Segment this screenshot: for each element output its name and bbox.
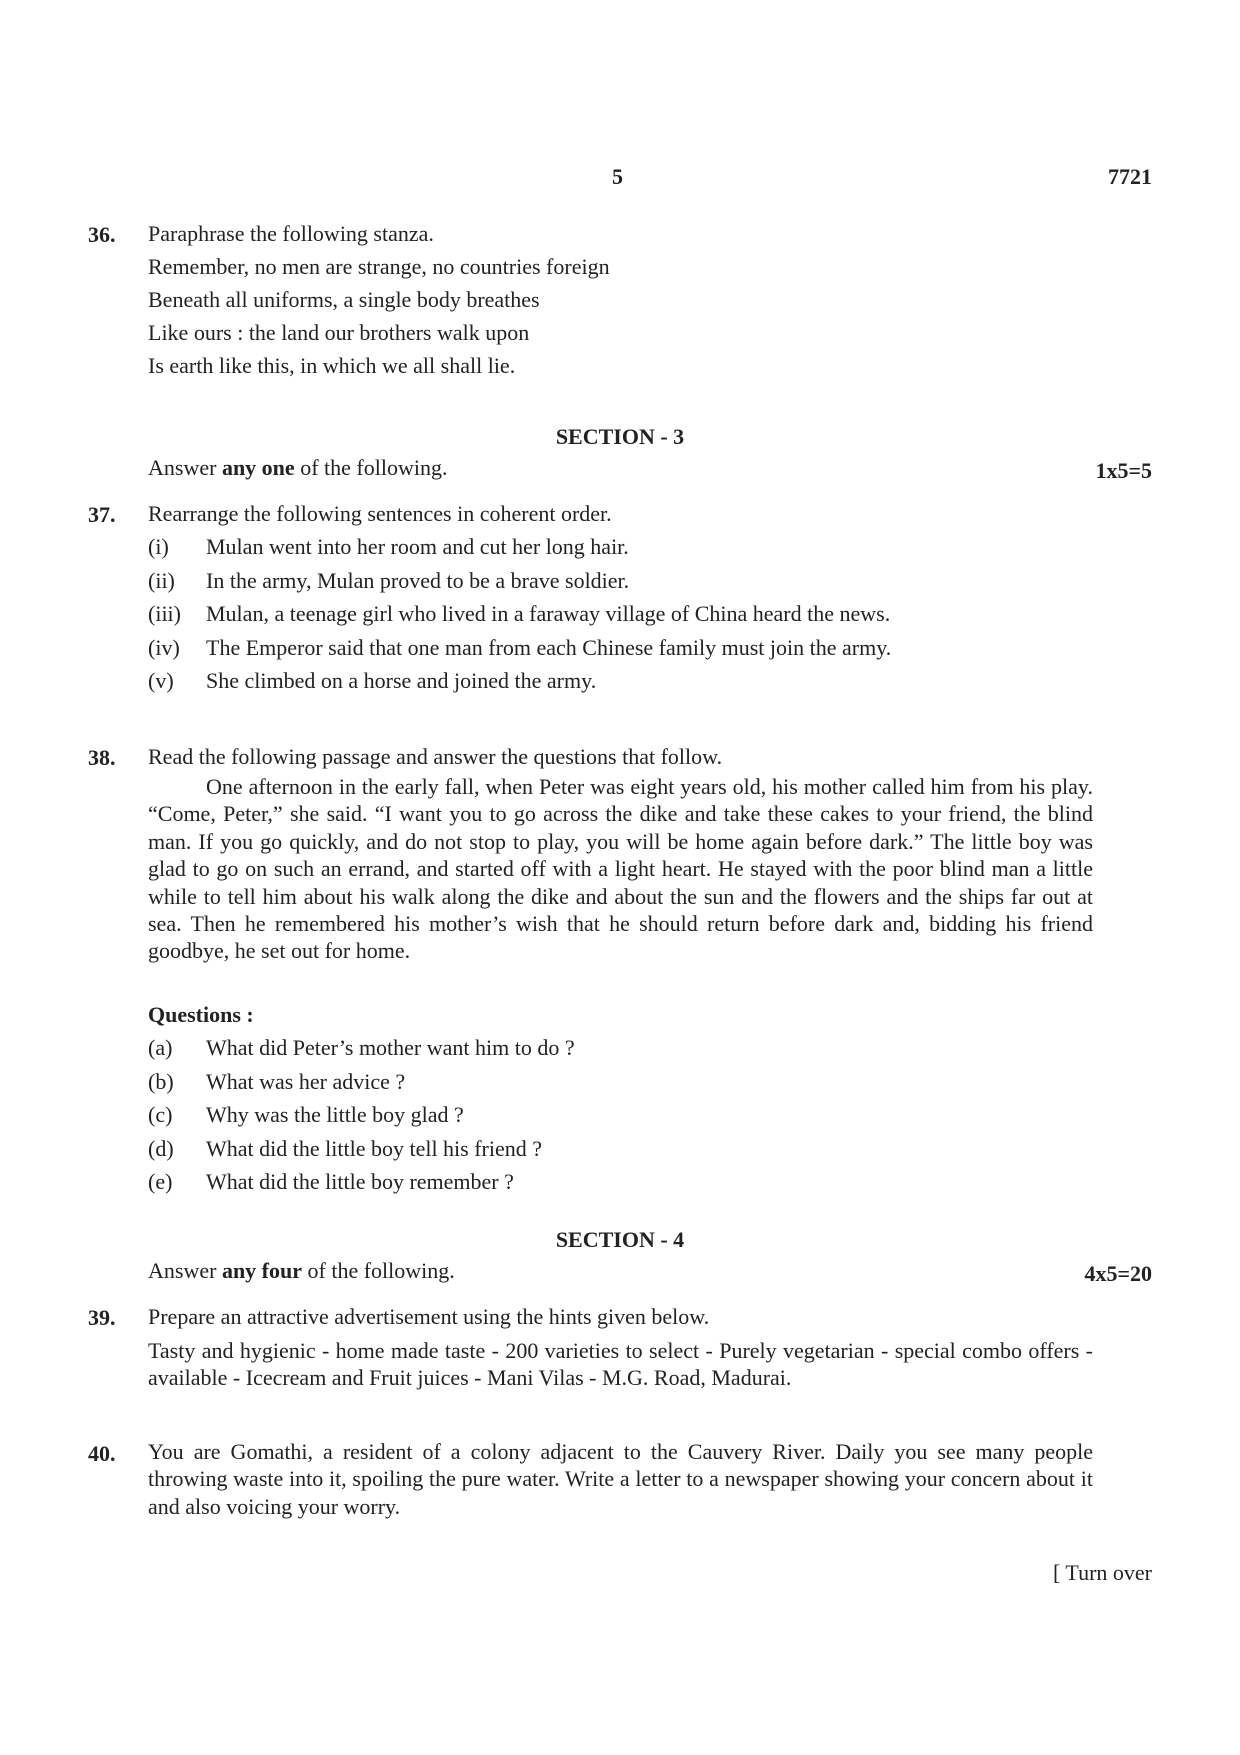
question-39-hints xyxy=(148,1337,1093,1392)
list-item xyxy=(148,1098,575,1132)
question-38-number: 38. xyxy=(88,745,116,770)
list-item xyxy=(148,1031,575,1065)
list-item xyxy=(148,664,891,698)
item-label: (c) xyxy=(148,1102,173,1127)
item-label: (b) xyxy=(148,1068,174,1094)
list-item xyxy=(148,1165,575,1199)
item-text: What did the little boy tell his friend ? xyxy=(206,1135,543,1161)
list-item xyxy=(148,1132,575,1166)
section-4-marks: 4x5=20 xyxy=(1084,1261,1152,1286)
item-text: What did the little boy remember ? xyxy=(206,1169,514,1194)
instruction-text: of the following. xyxy=(302,1258,455,1283)
instruction-text: Answer xyxy=(148,455,222,480)
question-37-number: 37. xyxy=(88,502,116,527)
question-39-prompt: Prepare an attractive advertisement using the hints given below. xyxy=(148,1304,710,1329)
instruction-emphasis: any one xyxy=(221,455,295,480)
stanza-line: Is earth like this, in which we all shall lie. xyxy=(148,353,516,378)
list-item xyxy=(148,597,891,631)
question-40-text: You are Gomathi, a resident of a colony adjacent to the Cauvery River. Daily you see many people throwing waste into it, spoiling the pure water. Write a letter to a newspaper showing your concern about it and also voicing your worry. xyxy=(148,1439,1093,1519)
hints-text: Tasty and hygienic - home made taste - 200 varieties to select - Purely vegetarian - special combo offers - available - Icecream and Fruit juices - Mani Vilas - M.G. Road, Madurai. xyxy=(148,1338,1093,1391)
item-label: (ii) xyxy=(148,567,175,593)
item-label: (a) xyxy=(148,1035,173,1060)
question-40-number: 40. xyxy=(88,1441,116,1466)
question-39-number: 39. xyxy=(88,1305,116,1330)
item-text: The Emperor said that one man from each Chinese family must join the army. xyxy=(206,634,892,660)
question-36-prompt: Paraphrase the following stanza. xyxy=(148,221,434,246)
section-3-instruction xyxy=(148,455,447,481)
question-38-subquestions xyxy=(148,1031,575,1199)
turn-over-note: [ Turn over xyxy=(1052,1560,1152,1585)
questions-heading: Questions : xyxy=(148,1002,254,1027)
item-text: Mulan, a teenage girl who lived in a faraway village of China heard the news. xyxy=(206,601,891,626)
item-text: What was her advice ? xyxy=(206,1068,406,1094)
question-36 xyxy=(148,217,610,382)
paper-code: 7721 xyxy=(1108,164,1152,189)
item-label: (e) xyxy=(148,1169,173,1194)
question-36-number: 36. xyxy=(88,222,116,247)
stanza-line: Like ours : the land our brothers walk upon xyxy=(148,320,530,345)
item-text: She climbed on a horse and joined the army. xyxy=(206,668,597,693)
item-label: (i) xyxy=(148,534,169,559)
item-label: (iv) xyxy=(148,634,180,660)
item-text: What did Peter’s mother want him to do ? xyxy=(206,1035,575,1060)
item-text: Why was the little boy glad ? xyxy=(206,1102,464,1127)
stanza-line: Remember, no men are strange, no countries foreign xyxy=(148,254,610,279)
page-number: 5 xyxy=(612,164,623,189)
section-3-marks: 1x5=5 xyxy=(1095,458,1152,483)
passage-text: One afternoon in the early fall, when Peter was eight years old, his mother called him from his play. “Come, Peter,” she said. “I want you to go across the dike and take these cakes to your friend, the blind man. If you go quickly, and do not stop to play, you will be home again before dark.” The little boy was glad to go on such an errand, and started off with a light heart. He stayed with the poor blind man a little while to tell him about his walk along the dike and about the sun and the flowers and the ships far out at sea. Then he remembered his mother’s wish that he should return before dark and, bidding his friend goodbye, he set out for home. xyxy=(148,774,1093,964)
instruction-text: Answer xyxy=(148,1258,222,1283)
item-label: (d) xyxy=(148,1135,174,1161)
instruction-text: of the following. xyxy=(294,455,448,480)
question-37-prompt: Rearrange the following sentences in coherent order. xyxy=(148,501,612,526)
section-3-title: SECTION - 3 xyxy=(555,424,685,449)
item-text: In the army, Mulan proved to be a brave soldier. xyxy=(206,567,630,593)
list-item xyxy=(148,1065,575,1099)
item-label: (v) xyxy=(148,668,174,693)
reading-passage xyxy=(148,773,1093,965)
list-item xyxy=(148,631,891,665)
section-4-instruction xyxy=(148,1258,455,1284)
item-label: (iii) xyxy=(148,601,181,626)
stanza-line: Beneath all uniforms, a single body breathes xyxy=(148,287,540,312)
question-38-prompt: Read the following passage and answer the questions that follow. xyxy=(148,744,723,769)
instruction-emphasis: any four xyxy=(221,1258,302,1283)
question-37 xyxy=(148,497,891,698)
list-item xyxy=(148,564,891,598)
list-item xyxy=(148,530,891,564)
item-text: Mulan went into her room and cut her long hair. xyxy=(206,534,629,559)
question-40 xyxy=(148,1438,1093,1520)
section-4-title: SECTION - 4 xyxy=(555,1227,685,1252)
